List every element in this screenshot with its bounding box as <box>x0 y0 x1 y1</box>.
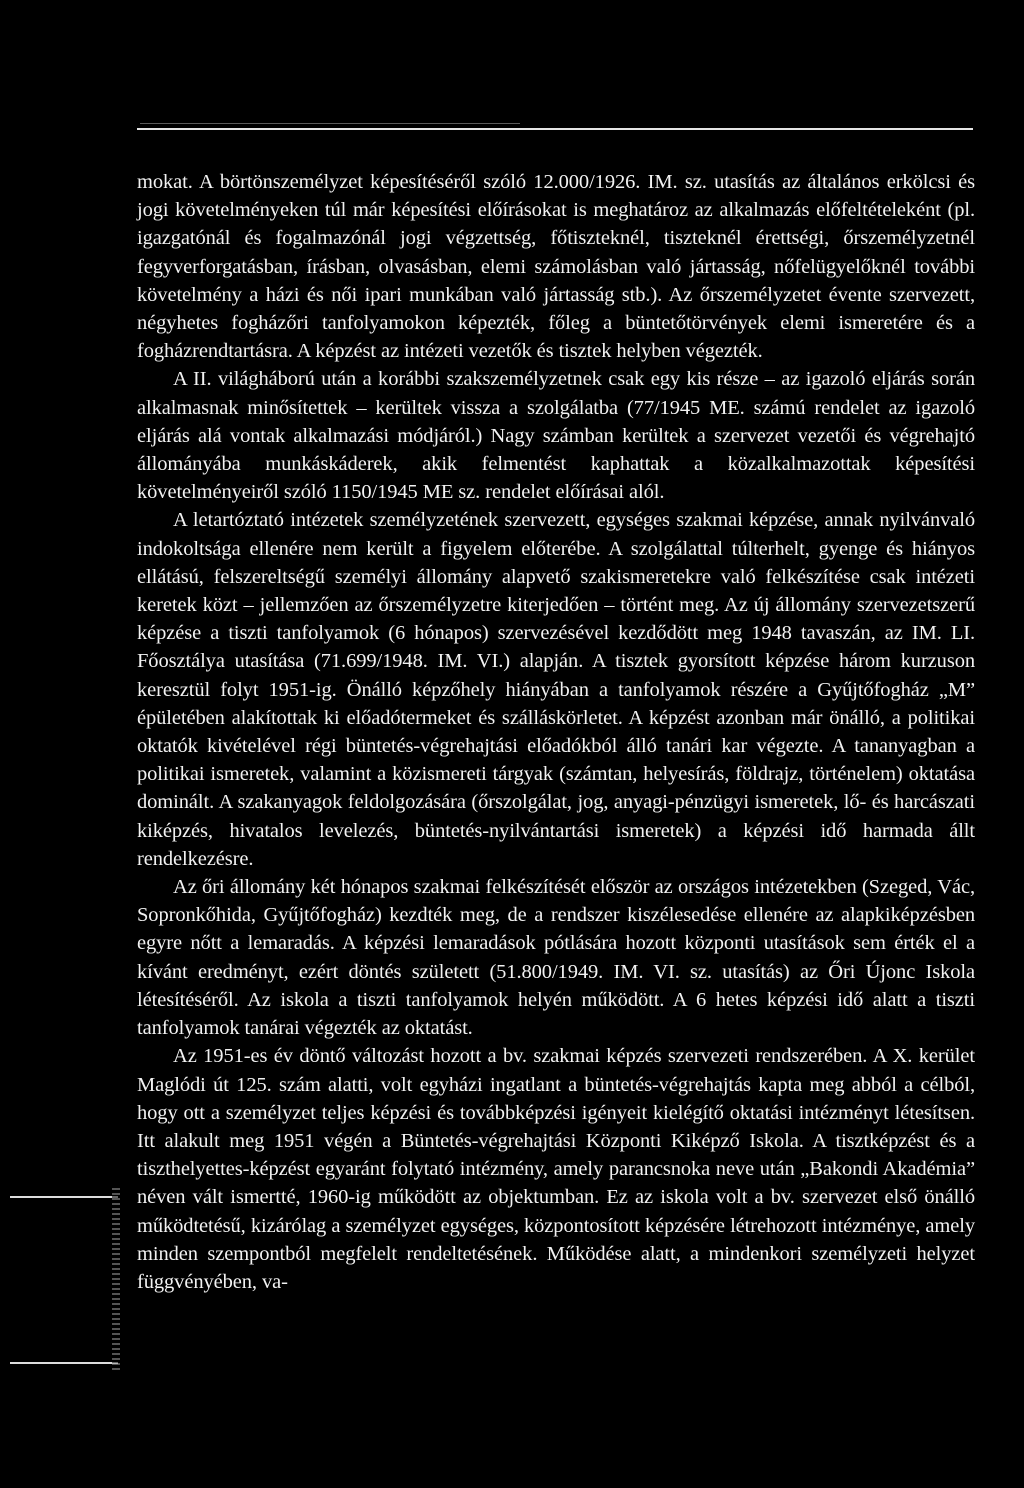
paragraph-4: Az őri állomány két hónapos szakmai felkészítését először az országos intézetekben (Szeged, Vác, Sopronkőhida, Gyűjtőfogház) kezdték meg, de a rendszer kiszélesedése ellenére az alapkiképzésben egyre nőtt a lemaradás. A képzési lemaradások pótlására hozott központi utasítások sem érték el a kívánt eredményt, ezért döntés született (51.800/1949. IM. VI. sz. utasítás) az Őri Újonc Iskola létesítéséről. Az iskola a tiszti tanfolyamok helyén működött. A 6 hetes képzési idő alatt a tiszti tanfolyamok tanárai végezték az oktatást. <box>137 876 975 1040</box>
paragraph-2: A II. világháború után a korábbi szakszemélyzetnek csak egy kis része – az igazoló eljárás során alkalmasnak minősítettek – kerültek vissza a szolgálatba (77/1945 ME. számú rendelet az igazoló eljárás alá vontak alkalmazási módjáról.) Nagy számban kerültek a szervezet vezetői és végrehajtó állományába munkáskáderek, akik felmentést kaphattak a közalkalmazottak képesítési követelményeiről szóló 1150/1945 ME sz. rendelet előírásai alól. <box>137 368 975 504</box>
margin-box-edge <box>112 1188 120 1372</box>
paragraph-3: A letartóztató intézetek személyzetének szervezett, egységes szakmai képzése, annak nyilvánvaló indokoltsága ellenére nem került a figyelem előterébe. A szolgálattal túlterhelt, gyenge és hiányos ellátású, felszereltségű személyi állomány alapvető szakismeretekre való felkészítése csak intézeti keretek közt – jellemzően az őrszemélyzetre kiterjedően – történt meg. Az új állomány szervezetszerű képzése a tiszti tanfolyamok (6 hónapos) szervezésével kezdődött meg 1948 tavaszán, az IM. LI. Főosztálya utasítása (71.699/1948. IM. VI.) alapján. A tisztek gyorsított képzése három kurzuson keresztül folyt 1951-ig. Önálló képzőhely hiányában a tanfolyamok részére a Gyűjtőfogház „M” épületében alakítottak ki előadótermeket és szálláskörletet. A képzést azonban már önálló, a politikai oktatók kivételével régi büntetés-végrehajtási előadókból álló tanári kar végezte. A tananyagban a politikai ismeretek, valamint a közismereti tárgyak (számtan, helyesírás, földrajz, történelem) oktatása dominált. A szakanyagok feldolgozására (őrszolgálat, jog, anyagi-pénzügyi ismeretek, lő- és harcászati kiképzés, hivatalos levelezés, büntetés-nyilvántartási ismeretek) a képzési idő harmada állt rendelkezésre. <box>137 509 975 870</box>
margin-box <box>10 1196 118 1364</box>
header-rule <box>137 128 973 130</box>
page-body <box>137 168 975 1296</box>
paragraph-1: mokat. A börtönszemélyzet képesítéséről szóló 12.000/1926. IM. sz. utasítás az általános erkölcsi és jogi követelményeken túl már képesítési előírásokat is meghatároz az alkalmazás előfeltételeként (pl. igazgatónál és fogalmazónál jogi végzettség, főtiszteknél, tiszteknél érettségi, őrszemélyzetnél fegyverforgatásban, írásban, olvasásban, elemi számolásban való jártasság, nőfelügyelőknél további követelmény a házi és női ipari munkában való jártasság stb.). Az őrszemélyzetet évente szervezett, négyhetes fogházőri tanfolyamokon képezték, főleg a büntetőtörvények elemi ismeretére és a fogházrendtartásra. A képzést az intézeti vezetők és tisztek helyben végezték. <box>137 171 975 363</box>
paragraph-5: Az 1951-es év döntő változást hozott a bv. szakmai képzés szervezeti rendszerében. A X. kerület Maglódi út 125. szám alatti, volt egyházi ingatlant a büntetés-végrehajtás kapta meg abból a célból, hogy ott a személyzet teljes képzési és továbbképzési igényeit kielégítő oktatási intézményt létesítsen. Itt alakult meg 1951 végén a Büntetés-végrehajtási Központi Kiképző Iskola. A tisztképzést és a tiszthelyettes-képzést egyaránt folytató intézmény, amely parancsnoka neve után „Bakondi Akadémia” néven vált ismertté, 1960-ig működött az objektumban. Ez az iskola volt a bv. szervezet első önálló működtetésű, kizárólag a személyzet egységes, központosított képzésére létrehozott intézménye, amely minden szempontból megfelelt rendeltetésének. Működése alatt, a mindenkori személyzeti helyzet függvényében, va- <box>137 1045 975 1293</box>
header-rule-faint <box>140 123 520 124</box>
